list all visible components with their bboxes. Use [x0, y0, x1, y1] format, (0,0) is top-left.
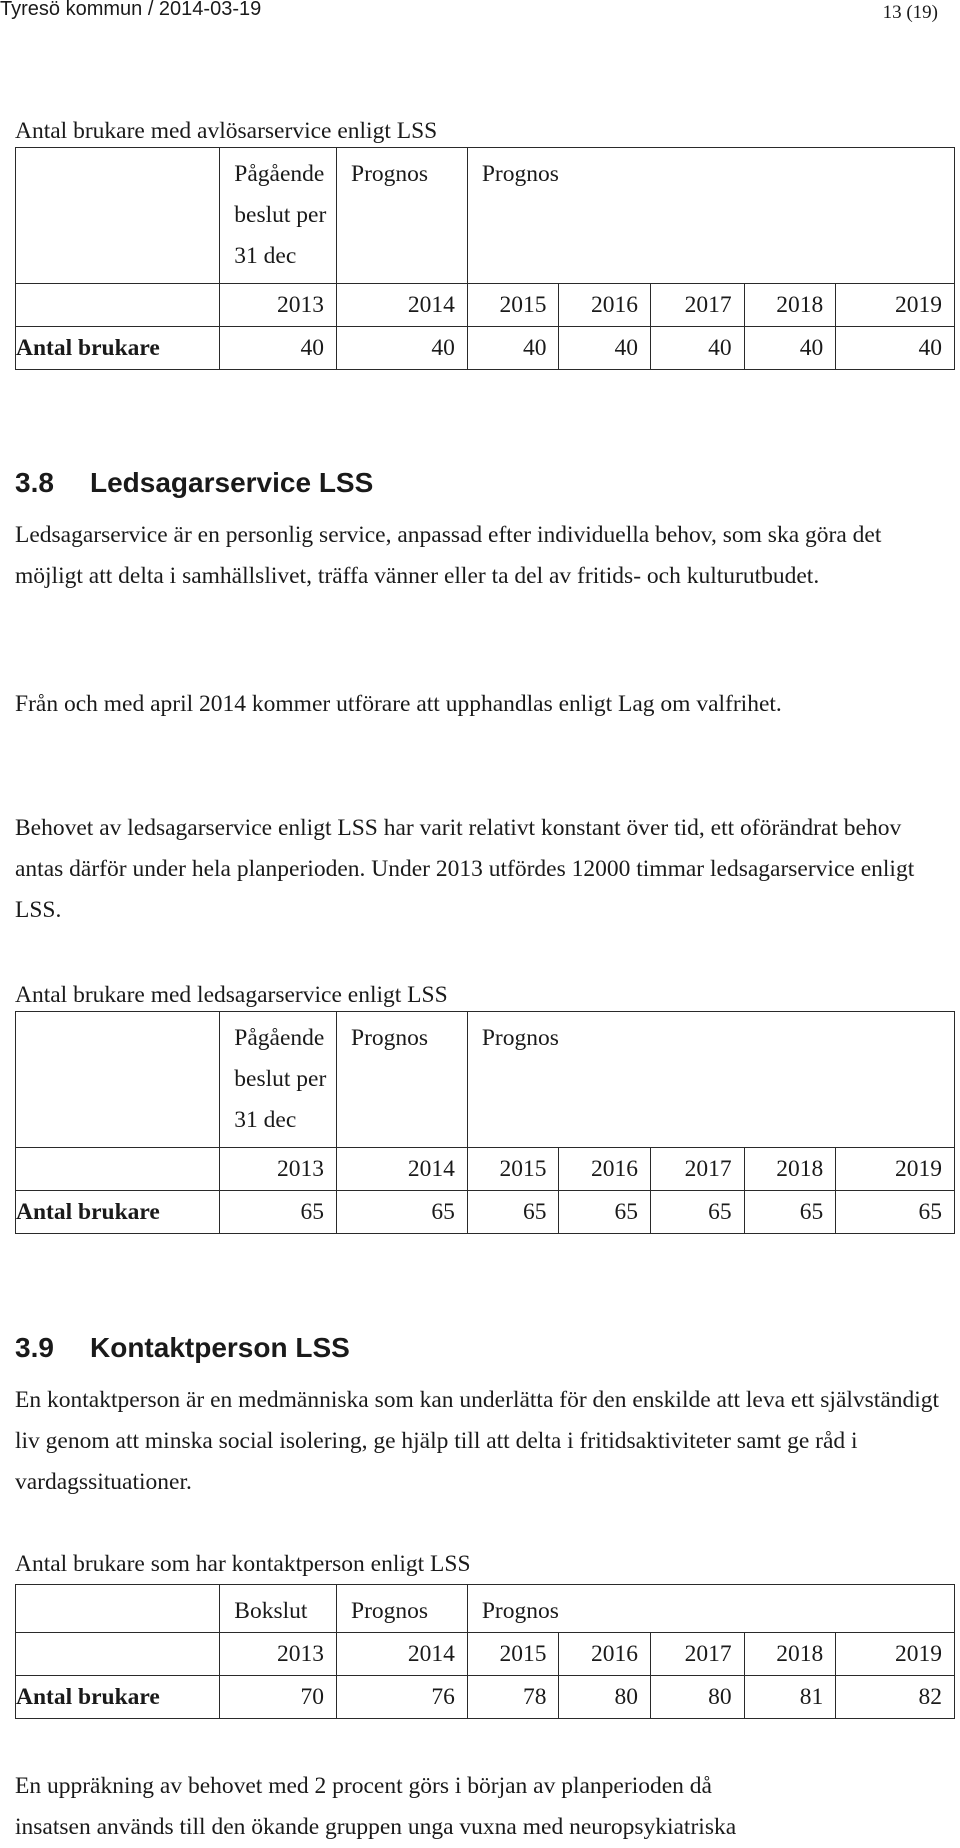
section-3-9-title: Kontaktperson LSS	[90, 1332, 350, 1363]
table1-values-row	[16, 327, 955, 370]
table3-value: 80	[651, 1676, 745, 1719]
table3-corner-cell	[16, 1585, 220, 1633]
table3-year: 2017	[651, 1633, 745, 1676]
table1-year: 2013	[220, 284, 337, 327]
table2-value: 65	[220, 1191, 337, 1234]
table3	[15, 1584, 955, 1719]
closing-line-1: En uppräkning av behovet med 2 procent görs i början av planperioden då	[15, 1773, 712, 1799]
table3-col1-head: Bokslut	[220, 1585, 337, 1633]
table3-value: 70	[220, 1676, 337, 1719]
table3-year-blank	[16, 1633, 220, 1676]
table3-year-row	[16, 1633, 955, 1676]
table3-value: 81	[744, 1676, 836, 1719]
table1-year: 2014	[337, 284, 468, 327]
table1-value: 40	[836, 327, 955, 370]
table1-header-row	[16, 148, 955, 284]
table2-col1-line1: Pågående	[234, 1025, 325, 1051]
table1-year: 2017	[651, 284, 745, 327]
table2-col1-head	[220, 1012, 337, 1148]
table1-row-label: Antal brukare	[16, 327, 220, 370]
section-3-8-para2: Från och med april 2014 kommer utförare att upphandlas enligt Lag om valfrihet.	[15, 691, 782, 717]
table2-row-label: Antal brukare	[16, 1191, 220, 1234]
table2-value: 65	[559, 1191, 651, 1234]
table2-value: 65	[337, 1191, 468, 1234]
table2-col1-line2: beslut per	[234, 1066, 327, 1092]
table1-corner-cell	[16, 148, 220, 284]
table1-value: 40	[337, 327, 468, 370]
table1-value: 40	[744, 327, 836, 370]
section-3-9-para1: En kontaktperson är en medmänniska som kan underlätta för den enskilde att leva ett självständigt liv genom att minska social isolering, ge hjälp till att delta i fritidsaktiviteter samt ge råd i vardagssituationer.	[15, 1387, 940, 1495]
table1-col3-head: Prognos	[467, 148, 954, 284]
table1-value: 40	[467, 327, 559, 370]
section-3-8-para1: Ledsagarservice är en personlig service, anpassad efter individuella behov, som ska göra det möjligt att delta i samhällslivet, träffa vänner eller ta del av fritids- och kulturutbudet.	[15, 522, 882, 589]
section-3-9-number: 3.9	[15, 1332, 54, 1363]
table1-caption: Antal brukare med avlösarservice enligt LSS	[15, 118, 438, 144]
table2-year: 2018	[744, 1148, 836, 1191]
table3-year: 2013	[220, 1633, 337, 1676]
table1-value: 40	[220, 327, 337, 370]
table1-year: 2016	[559, 284, 651, 327]
table3-values-row	[16, 1676, 955, 1719]
table1-value: 40	[559, 327, 651, 370]
table3-year: 2019	[836, 1633, 955, 1676]
table2-corner-cell	[16, 1012, 220, 1148]
section-3-8-number: 3.8	[15, 467, 54, 498]
table2-col2-head: Prognos	[337, 1012, 468, 1148]
table3-value: 82	[836, 1676, 955, 1719]
table3-caption: Antal brukare som har kontaktperson enligt LSS	[15, 1551, 471, 1577]
table1-col1-line1: Pågående	[234, 161, 325, 187]
table3-year: 2018	[744, 1633, 836, 1676]
section-3-8-heading	[15, 467, 373, 499]
table1	[15, 147, 955, 370]
section-3-9-heading	[15, 1332, 350, 1364]
table2-header-row	[16, 1012, 955, 1148]
table3-header-row	[16, 1585, 955, 1633]
table3-value: 80	[559, 1676, 651, 1719]
table2-year: 2017	[651, 1148, 745, 1191]
table2	[15, 1011, 955, 1234]
table2-year: 2015	[467, 1148, 559, 1191]
table2-col1-line3: 31 dec	[234, 1107, 297, 1133]
table1-col2-head: Prognos	[337, 148, 468, 284]
table1-col1-line3: 31 dec	[234, 243, 297, 269]
page-header	[0, 0, 960, 28]
table2-year-row	[16, 1148, 955, 1191]
table1-value: 40	[651, 327, 745, 370]
table3-col3-head: Prognos	[467, 1585, 954, 1633]
table3-year: 2014	[337, 1633, 468, 1676]
page-number: 13 (19)	[882, 2, 938, 23]
table2-year: 2016	[559, 1148, 651, 1191]
section-3-8-para3: Behovet av ledsagarservice enligt LSS har varit relativt konstant över tid, ett oförändrat behov antas därför under hela planperioden. Under 2013 utfördes 12000 timmar ledsagarservice enligt LSS.	[15, 815, 915, 923]
table3-row-label: Antal brukare	[16, 1676, 220, 1719]
table1-year: 2015	[467, 284, 559, 327]
table2-caption: Antal brukare med ledsagarservice enligt LSS	[15, 982, 448, 1008]
table1-year-blank	[16, 284, 220, 327]
table1-year-row	[16, 284, 955, 327]
table3-value: 78	[467, 1676, 559, 1719]
table3-year: 2016	[559, 1633, 651, 1676]
table3-year: 2015	[467, 1633, 559, 1676]
table1-col1-head	[220, 148, 337, 284]
table2-year: 2019	[836, 1148, 955, 1191]
table3-value: 76	[337, 1676, 468, 1719]
table2-col3-head: Prognos	[467, 1012, 954, 1148]
table3-col2-head: Prognos	[337, 1585, 468, 1633]
closing-line-2: insatsen används till den ökande gruppen unga vuxna med neuropsykiatriska	[15, 1814, 737, 1840]
table2-value: 65	[651, 1191, 745, 1234]
table1-col1-line2: beslut per	[234, 202, 327, 228]
table2-value: 65	[744, 1191, 836, 1234]
table2-year: 2013	[220, 1148, 337, 1191]
table2-value: 65	[467, 1191, 559, 1234]
section-3-8-title: Ledsagarservice LSS	[90, 467, 374, 498]
table2-year-blank	[16, 1148, 220, 1191]
table1-year: 2019	[836, 284, 955, 327]
table2-value: 65	[836, 1191, 955, 1234]
table2-year: 2014	[337, 1148, 468, 1191]
table2-values-row	[16, 1191, 955, 1234]
table1-year: 2018	[744, 284, 836, 327]
header-title: Tyresö kommun / 2014-03-19	[0, 0, 262, 20]
